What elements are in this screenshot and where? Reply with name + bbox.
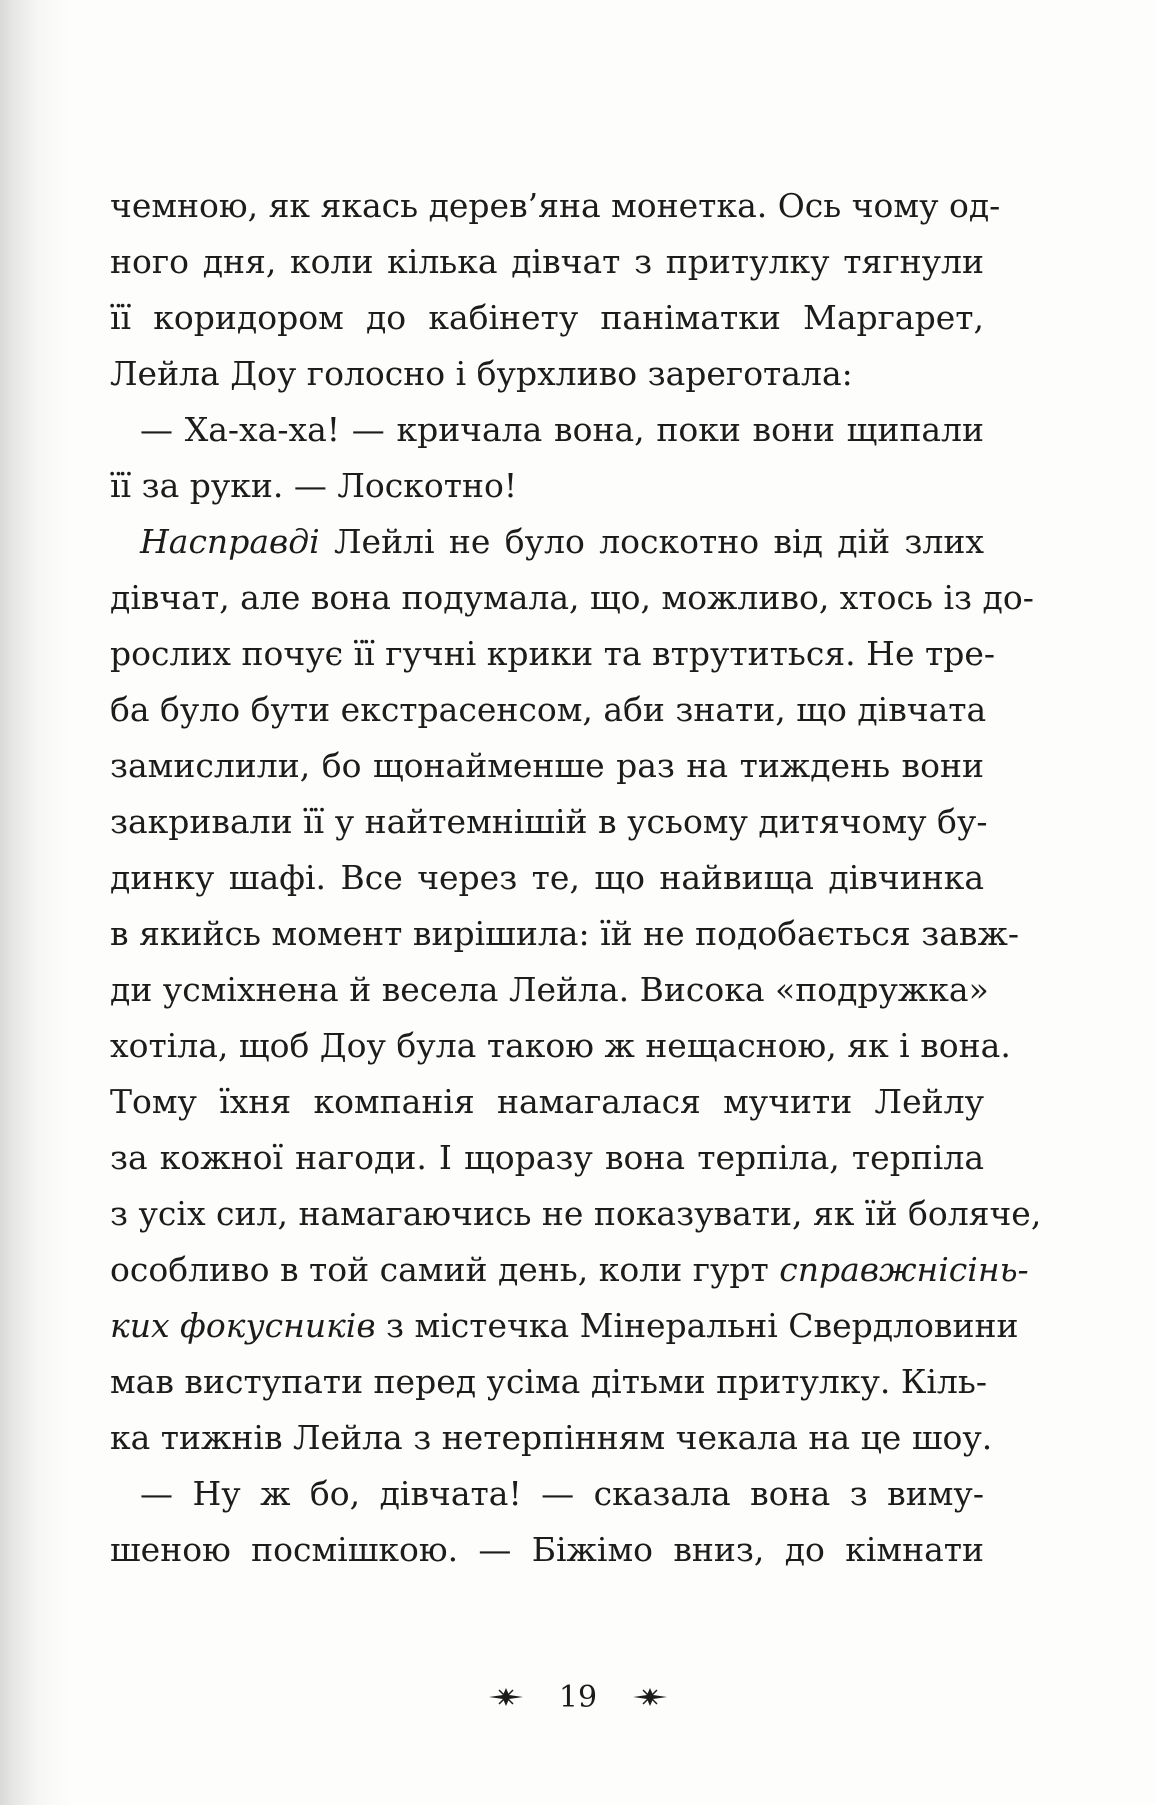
line-text: динку шафі. Все через те, що найвища дівчинка: [110, 858, 984, 897]
italic-span: справжнісінь-: [779, 1250, 1029, 1289]
line-text: — Ха-ха-ха! — кричала вона, поки вони щипали: [140, 410, 984, 449]
page-footer: [0, 1672, 1156, 1722]
text-line: [110, 626, 996, 682]
line-text: ного дня, коли кілька дівчат з притулку тягнули: [110, 242, 984, 281]
text-line: [110, 850, 984, 906]
text-line: [110, 1466, 984, 1522]
text-line: [110, 1522, 984, 1578]
body-text: [110, 178, 1042, 1578]
line-text: її коридором до кабінету паніматки Маргарет,: [110, 298, 984, 337]
italic-span: Насправді: [140, 522, 320, 561]
line-text: ка тижнів Лейла з нетерпінням чекала на це шоу.: [110, 1418, 993, 1457]
line-text: — Ну ж бо, дівчата! — сказала вона з виму-: [140, 1474, 984, 1513]
text-line: [110, 962, 989, 1018]
line-text: з містечка Мінеральні Свердловини: [375, 1306, 1019, 1345]
text-line: [110, 1242, 1029, 1298]
line-text: ба було бути екстрасенсом, аби знати, що дівчата: [110, 690, 987, 729]
line-text: шеною посмішкою. — Біжімо вниз, до кімнати: [110, 1530, 984, 1569]
line-text: замислили, бо щонайменше раз на тиждень вони: [110, 746, 984, 785]
text-line: [110, 1298, 1019, 1354]
text-line: [110, 514, 984, 570]
text-line: [110, 1186, 1042, 1242]
line-text: Лейлі не було лоскотно від дій злих: [319, 522, 984, 561]
line-text: ди усміхнена й весела Лейла. Висока «подружка»: [110, 970, 989, 1009]
line-text: мав виступати перед усіма дітьми притулку. Кіль-: [110, 1362, 988, 1401]
line-text: особливо в той самий день, коли гурт: [110, 1250, 780, 1289]
text-line: [110, 1410, 993, 1466]
text-line: [110, 794, 988, 850]
star-ornament-icon: [489, 1686, 523, 1708]
line-text: за кожної нагоди. І щоразу вона терпіла, терпіла: [110, 1138, 984, 1177]
line-text: дівчат, але вона подумала, що, можливо, хтось із до-: [110, 578, 1034, 617]
line-text: Лейла Доу голосно і бурхливо зареготала:: [110, 354, 853, 393]
line-text: закривали її у найтемнішій в усьому дитячому бу-: [110, 802, 988, 841]
text-line: [110, 1130, 984, 1186]
page-number: 19: [558, 1679, 598, 1715]
text-line: [110, 1018, 1011, 1074]
line-text: з усіх сил, намагаючись не показувати, як їй боляче,: [110, 1194, 1042, 1233]
text-line: [110, 402, 984, 458]
text-line: [110, 1074, 984, 1130]
line-text: її за руки. — Лоскотно!: [110, 466, 518, 505]
text-line: [110, 1354, 988, 1410]
text-line: [110, 346, 984, 402]
line-text: рослих почує її гучні крики та втрутиться. Не тре-: [110, 634, 996, 673]
text-line: [110, 290, 984, 346]
text-line: [110, 570, 1034, 626]
text-line: [110, 682, 987, 738]
line-text: в якийсь момент вирішила: їй не подобається завж-: [110, 914, 1019, 953]
text-line: [110, 458, 984, 514]
line-text: чемною, як якась дерев’яна монетка. Ось чому од-: [110, 186, 1001, 225]
text-line: [110, 738, 984, 794]
text-line: [110, 234, 984, 290]
italic-span: ких фокусників: [110, 1306, 376, 1345]
line-text: Тому їхня компанія намагалася мучити Лейлу: [110, 1082, 984, 1121]
text-line: [110, 906, 1019, 962]
star-ornament-icon: [633, 1686, 667, 1708]
text-line: [110, 178, 1001, 234]
line-text: хотіла, щоб Доу була такою ж нещасною, як і вона.: [110, 1026, 1011, 1065]
